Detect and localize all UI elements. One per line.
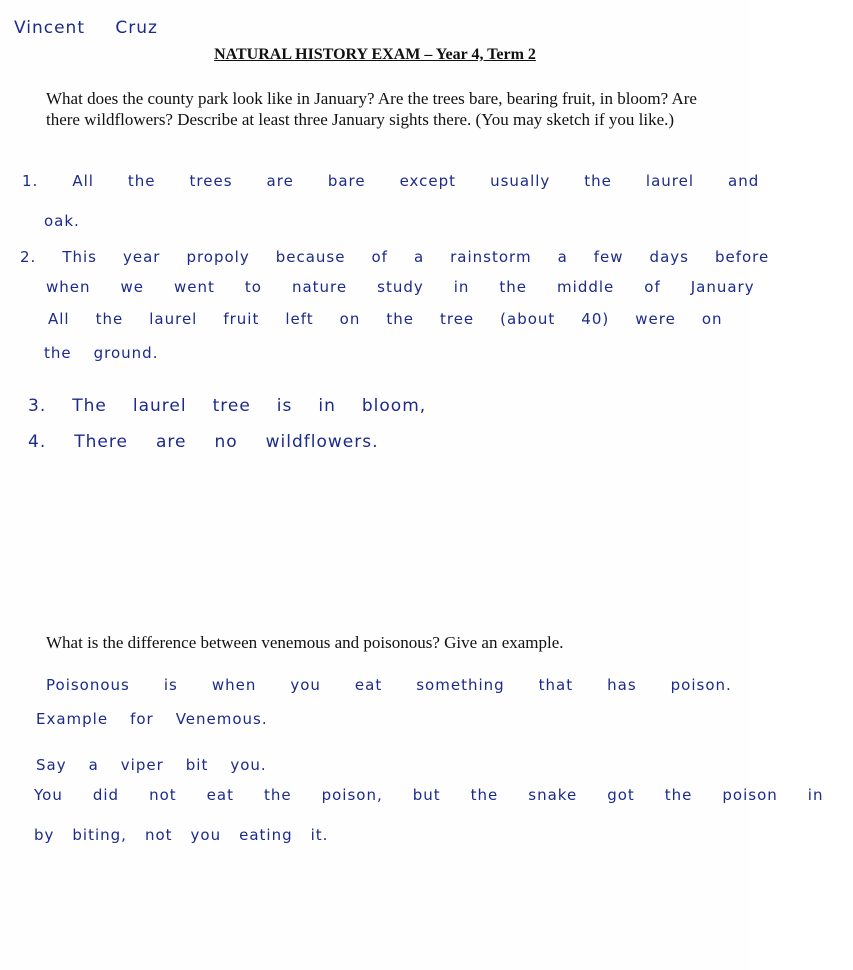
answer-2-line [36, 710, 290, 728]
handwritten-word: to [244, 278, 262, 296]
handwritten-word: it. [310, 826, 329, 844]
handwritten-word: usually [490, 172, 551, 190]
handwritten-word: tree [212, 396, 251, 416]
handwritten-word: laurel [132, 396, 187, 416]
handwritten-word: no [214, 432, 238, 452]
handwritten-word: trees [189, 172, 233, 190]
handwritten-word: snake [528, 786, 578, 804]
handwritten-word: You [34, 786, 63, 804]
handwritten-word: are [266, 172, 294, 190]
answer-1-line [22, 172, 793, 190]
answer-1-line [46, 278, 785, 296]
student-name: Vincent Cruz [14, 18, 158, 38]
handwritten-word: ground. [93, 344, 159, 362]
handwritten-word: Say [36, 756, 67, 774]
handwritten-word: the [470, 786, 499, 804]
handwritten-word: This [62, 248, 97, 266]
handwritten-word: All [72, 172, 94, 190]
handwritten-word: has [607, 676, 637, 694]
handwritten-word: eating [239, 826, 293, 844]
answer-1-line [44, 344, 180, 362]
handwritten-word: 3. [28, 396, 47, 416]
handwritten-word: poison. [670, 676, 732, 694]
handwritten-word: something [416, 676, 505, 694]
handwritten-word: went [174, 278, 215, 296]
handwritten-word: before [714, 248, 770, 266]
handwritten-word: were [635, 310, 676, 328]
handwritten-word: the [127, 172, 156, 190]
question-1-prompt: What does the county park look like in January? Are the trees bare, bearing fruit, in bloom? Are there wildflowers? Describe at least three January sights there. (You may sketch if you like.) [46, 89, 697, 129]
handwritten-word: propoly [186, 248, 250, 266]
handwritten-word: is [276, 396, 293, 416]
handwritten-word: a [88, 756, 99, 774]
handwritten-word: tree [439, 310, 475, 328]
handwritten-word: you [290, 676, 321, 694]
handwritten-word: middle [557, 278, 615, 296]
handwritten-word: few [593, 248, 624, 266]
handwritten-word: 4. [28, 432, 47, 452]
answer-1-line [28, 396, 452, 416]
handwritten-word: a [557, 248, 568, 266]
answer-1-line [44, 212, 102, 230]
handwritten-word: 40) [581, 310, 610, 328]
handwritten-word: year [122, 248, 161, 266]
handwritten-word: when [211, 676, 257, 694]
handwritten-word: of [371, 248, 388, 266]
handwritten-word: laurel [645, 172, 695, 190]
handwritten-word: All [48, 310, 70, 328]
handwritten-word: and [728, 172, 760, 190]
handwritten-word: you. [230, 756, 267, 774]
handwritten-word: by [34, 826, 55, 844]
handwritten-word: bloom, [361, 396, 427, 416]
handwritten-word: in [318, 396, 336, 416]
answer-2-line [34, 826, 346, 844]
handwritten-word: in [453, 278, 470, 296]
answer-1-line [20, 248, 795, 266]
answer-1-line [48, 310, 749, 328]
handwritten-word: bare [327, 172, 366, 190]
handwritten-word: wildflowers. [265, 432, 379, 452]
handwritten-word: when [46, 278, 91, 296]
handwritten-word: nature [291, 278, 348, 296]
handwritten-word: a [413, 248, 425, 266]
handwritten-word: eat [206, 786, 234, 804]
handwritten-word: There [74, 432, 128, 452]
handwritten-word: but [412, 786, 441, 804]
handwritten-word: the [584, 172, 612, 190]
answer-2-line [34, 786, 853, 804]
handwritten-word: January [690, 278, 755, 296]
handwritten-word: 2. [20, 248, 37, 266]
handwritten-word: study [377, 278, 424, 296]
exam-title: NATURAL HISTORY EXAM – Year 4, Term 2 [214, 46, 536, 63]
handwritten-word: poison, [321, 786, 383, 804]
handwritten-word: that [538, 676, 574, 694]
handwritten-word: got [607, 786, 635, 804]
handwritten-word: not [144, 826, 173, 844]
handwritten-word: Poisonous [46, 676, 130, 694]
handwritten-word: laurel [149, 310, 198, 328]
handwritten-word: biting, [72, 826, 127, 844]
handwritten-word: the [44, 344, 72, 362]
handwritten-word: oak. [44, 212, 80, 230]
handwritten-word: The [72, 396, 107, 416]
question-2-prompt: What is the difference between venemous and poisonous? Give an example. [46, 633, 564, 652]
answer-2-line [36, 756, 289, 774]
handwritten-word: viper [120, 756, 164, 774]
handwritten-word: Venemous. [175, 710, 268, 728]
handwritten-word: Example [36, 710, 109, 728]
handwritten-word: fruit [223, 310, 260, 328]
handwritten-word: not [149, 786, 177, 804]
handwritten-word: the [263, 786, 292, 804]
handwritten-word: (about [500, 310, 556, 328]
handwritten-word: except [399, 172, 457, 190]
handwritten-word: the [499, 278, 528, 296]
handwritten-word: we [120, 278, 145, 296]
handwritten-word: of [644, 278, 661, 296]
handwritten-word: poison [722, 786, 778, 804]
handwritten-word: the [386, 310, 414, 328]
handwritten-word: is [163, 676, 178, 694]
handwritten-word: the [664, 786, 693, 804]
handwritten-word: on [339, 310, 361, 328]
handwritten-word: 1. [22, 172, 39, 190]
handwritten-word: in [807, 786, 824, 804]
handwritten-word: eat [354, 676, 383, 694]
handwritten-word: days [649, 248, 689, 266]
handwritten-word: because [275, 248, 346, 266]
handwritten-word: bit [185, 756, 209, 774]
answer-1-line [28, 432, 407, 452]
handwritten-word: did [92, 786, 120, 804]
handwritten-word: the [95, 310, 124, 328]
handwritten-word: on [701, 310, 723, 328]
handwritten-word: you [190, 826, 222, 844]
handwritten-word: rainstorm [450, 248, 532, 266]
handwritten-word: for [130, 710, 154, 728]
handwritten-word: left [285, 310, 314, 328]
handwritten-word: are [155, 432, 187, 452]
answer-2-line [46, 676, 766, 694]
